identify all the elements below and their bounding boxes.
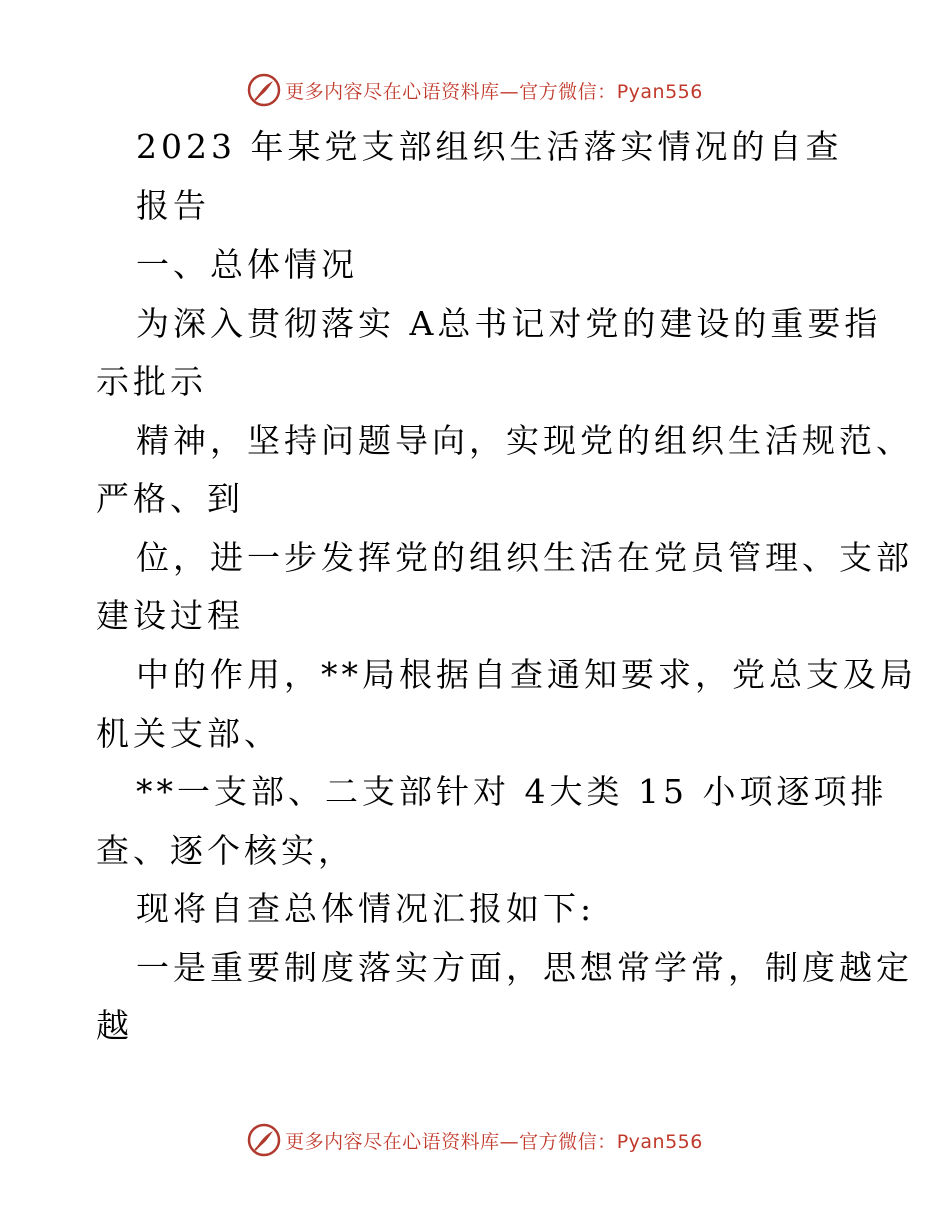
paragraph-line: 严格、到 — [96, 479, 244, 518]
watermark-separator: — — [499, 1130, 520, 1153]
watermark-banner-bottom — [0, 1120, 950, 1160]
document-title-line1: 2023 年某党支部组织生活落实情况的自查 — [136, 127, 843, 166]
paragraph-line: 示批示 — [96, 362, 207, 401]
paragraph-line: 精神，坚持问题导向，实现党的组织生活规范、 — [136, 421, 913, 460]
watermark-site-text: 更多内容尽在心语资料库 — [285, 1130, 500, 1153]
watermark-official-wechat: 官方微信： — [519, 80, 617, 103]
paragraph-line: 为深入贯彻落实 A总书记对党的建设的重要指 — [136, 304, 882, 343]
watermark-text — [285, 1127, 703, 1154]
section-heading: 一、总体情况 — [136, 245, 358, 284]
paragraph-line: **一支部、二支部针对 4大类 15 小项逐项排 — [136, 772, 888, 811]
watermark-separator: — — [499, 80, 520, 103]
paragraph-line: 查、逐个核实， — [96, 831, 355, 870]
document-title-line2: 报告 — [136, 186, 210, 225]
watermark-official-wechat: 官方微信： — [519, 1130, 617, 1153]
watermark-wechat-id: Pyan556 — [616, 1130, 703, 1153]
paragraph-line: 机关支部、 — [96, 714, 281, 753]
paragraph-line: 中的作用，**局根据自查通知要求，党总支及局 — [136, 655, 917, 694]
paragraph-line: 现将自查总体情况汇报如下: — [136, 889, 596, 928]
watermark-wechat-id: Pyan556 — [616, 80, 703, 103]
paragraph-line: 越 — [96, 1006, 133, 1045]
paragraph-line: 一是重要制度落实方面，思想常学常，制度越定 — [136, 948, 913, 987]
paragraph-line: 位，进一步发挥党的组织生活在党员管理、支部 — [136, 538, 913, 577]
paragraph-line: 建设过程 — [96, 596, 244, 635]
watermark-site-text: 更多内容尽在心语资料库 — [285, 80, 500, 103]
feather-pen-icon — [247, 1123, 281, 1157]
